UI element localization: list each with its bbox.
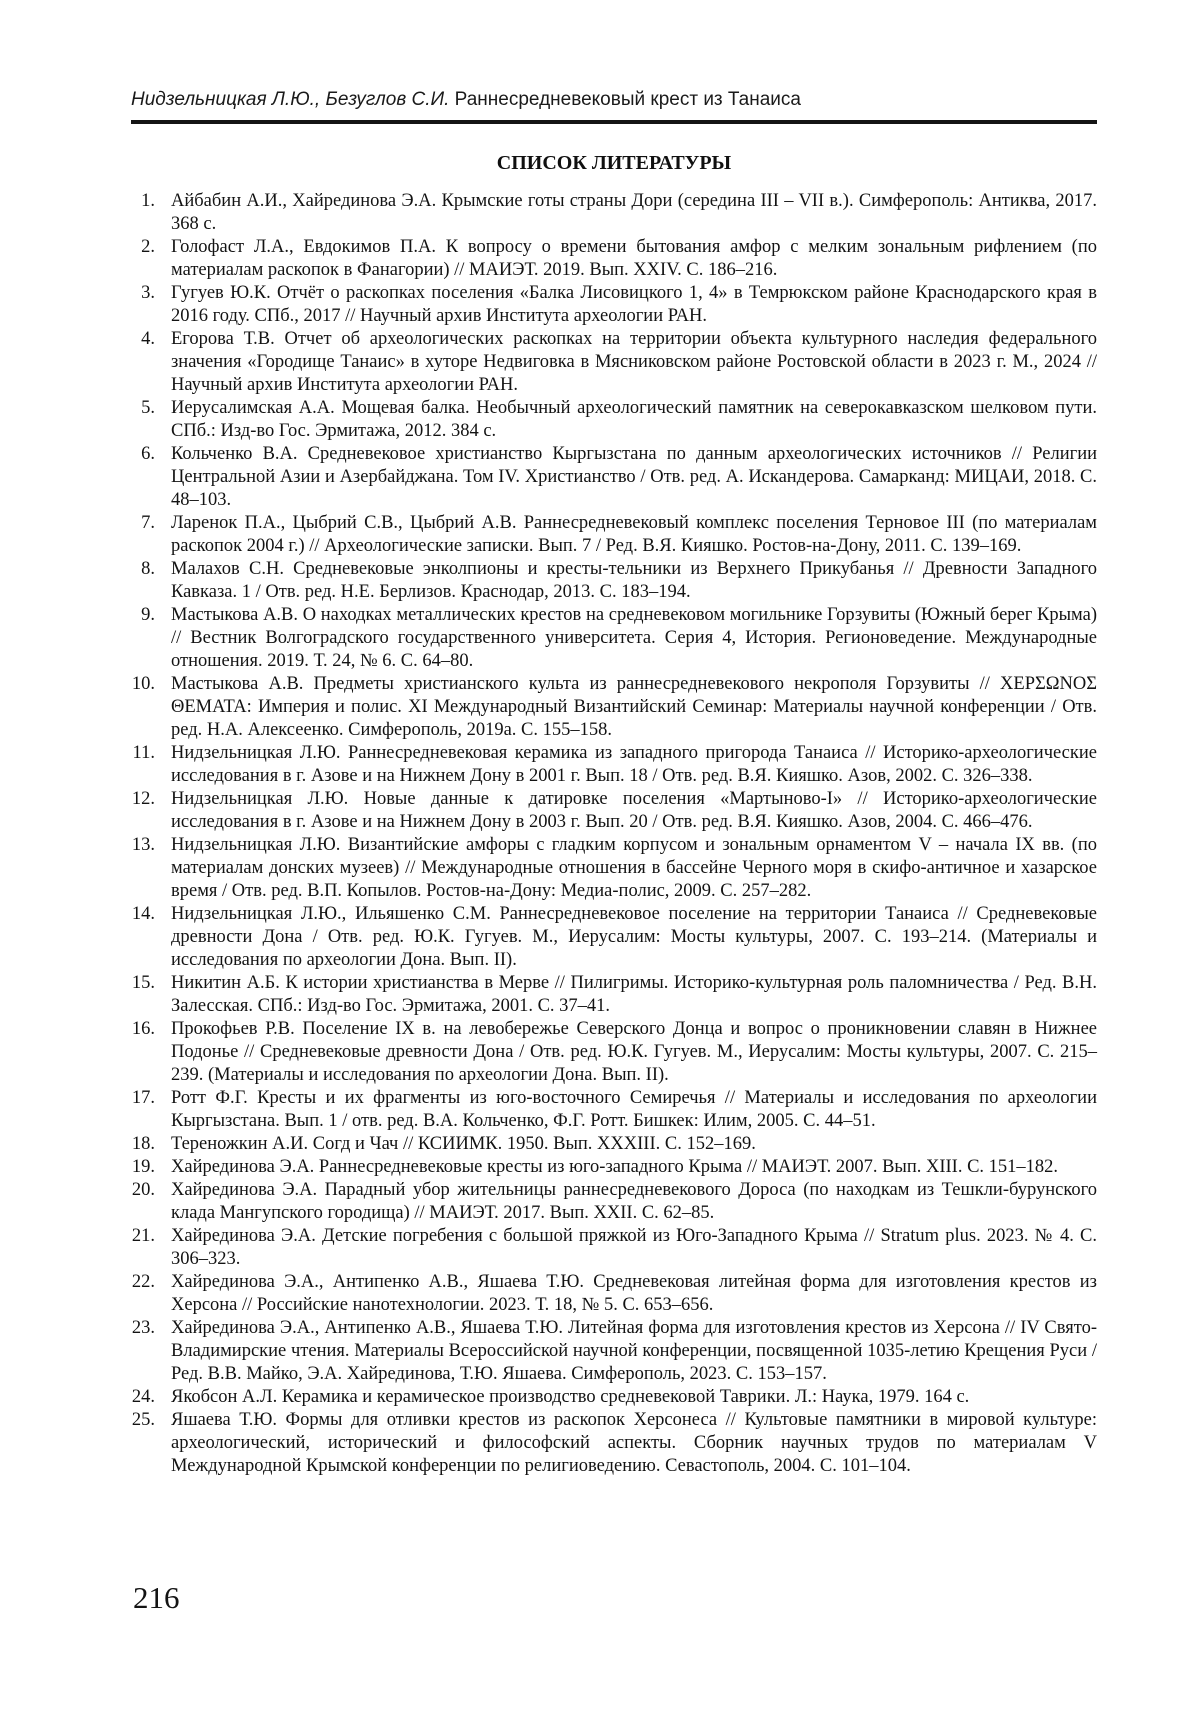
reference-item bbox=[131, 397, 1097, 443]
reference-number: 7. bbox=[141, 513, 155, 533]
reference-number: 22. bbox=[131, 1272, 155, 1292]
reference-text: Никитин А.Б. К истории христианства в Мерве // Пилигримы. Историко-культурная роль паломничества / Ред. В.Н. Залесская. СПб.: Изд-во Гос. Эрмитажа, 2001. С. 37–41. bbox=[171, 973, 1097, 1016]
reference-item bbox=[131, 328, 1097, 397]
reference-text: Мастыкова А.В. Предметы христианского культа из раннесредневекового некрополя Горзувиты // ΧΕΡΣΩΝΟΣ ΘΕΜΑΤΑ: Империя и полис. XI Международный Византийский Семинар: Материалы научной конференции / Отв. ред. Н.А. Алексеенко. Симферополь, 2019а. С. 155–158. bbox=[171, 674, 1097, 740]
reference-text: Прокофьев Р.В. Поселение IX в. на левобережье Северского Донца и вопрос о проникновении славян в Нижнее Подонье // Средневековые древности Дона / Отв. ред. Ю.К. Гугуев. М., Иерусалим: Мосты культуры, 2007. С. 215–239. (Материалы и исследования по археологии Дона. Вып. II). bbox=[171, 1019, 1097, 1085]
reference-item bbox=[131, 443, 1097, 512]
reference-number: 17. bbox=[131, 1088, 155, 1108]
header-rule bbox=[131, 120, 1097, 124]
reference-number: 23. bbox=[131, 1318, 155, 1338]
running-header bbox=[131, 88, 1097, 112]
reference-number: 14. bbox=[131, 904, 155, 924]
reference-text: Малахов С.Н. Средневековые энколпионы и кресты-тельники из Верхнего Прикубанья // Древности Западного Кавказа. 1 / Отв. ред. Н.Е. Берлизов. Краснодар, 2013. С. 183–194. bbox=[171, 559, 1097, 602]
reference-item bbox=[131, 1409, 1097, 1478]
reference-item bbox=[131, 604, 1097, 673]
reference-number: 15. bbox=[131, 973, 155, 993]
reference-number: 20. bbox=[131, 1180, 155, 1200]
reference-number: 16. bbox=[131, 1019, 155, 1039]
reference-item bbox=[131, 788, 1097, 834]
reference-number: 21. bbox=[131, 1226, 155, 1246]
reference-text: Голофаст Л.А., Евдокимов П.А. К вопросу о времени бытования амфор с мелким зональным рифлением (по материалам раскопок в Фанагории) // МАИЭТ. 2019. Вып. XXIV. С. 186–216. bbox=[171, 237, 1097, 280]
reference-text: Кольченко В.А. Средневековое христианство Кыргызстана по данным археологических источников // Религии Центральной Азии и Азербайджана. Том IV. Христианство / Отв. ред. А. Искандерова. Самарканд: МИЦАИ, 2018. С. 48–103. bbox=[171, 444, 1097, 510]
reference-number: 24. bbox=[131, 1387, 155, 1407]
reference-number: 10. bbox=[131, 674, 155, 694]
reference-item bbox=[131, 1018, 1097, 1087]
reference-number: 9. bbox=[141, 605, 155, 625]
reference-number: 13. bbox=[131, 835, 155, 855]
reference-number: 1. bbox=[141, 191, 155, 211]
reference-number: 12. bbox=[131, 789, 155, 809]
page-number: 216 bbox=[133, 1580, 180, 1615]
reference-number: 2. bbox=[141, 237, 155, 257]
reference-item bbox=[131, 282, 1097, 328]
reference-text: Хайрединова Э.А., Антипенко А.В., Яшаева Т.Ю. Литейная форма для изготовления крестов из Херсона // IV Свято-Владимирские чтения. Материалы Всероссийской научной конференции, посвященной 1035-летию Крещения Руси / Ред. В.В. Майко, Э.А. Хайрединова, Т.Ю. Яшаева. Симферополь, 2023. С. 153–157. bbox=[171, 1318, 1097, 1384]
reference-text: Егорова Т.В. Отчет об археологических раскопках на территории объекта культурного наследия федерального значения «Городище Танаис» в хуторе Недвиговка в Мясниковском районе Ростовской области в 2023 г. М., 2024 // Научный архив Института археологии РАН. bbox=[171, 329, 1097, 395]
reference-text: Ротт Ф.Г. Кресты и их фрагменты из юго-восточного Семиречья // Материалы и исследования по археологии Кыргызстана. Вып. 1 / отв. ред. В.А. Кольченко, Ф.Г. Ротт. Бишкек: Илим, 2005. С. 44–51. bbox=[171, 1088, 1097, 1131]
reference-number: 19. bbox=[131, 1157, 155, 1177]
reference-item bbox=[131, 236, 1097, 282]
running-header-article-title: Раннесредневековый крест из Танаиса bbox=[449, 89, 801, 110]
reference-number: 18. bbox=[131, 1134, 155, 1154]
reference-item bbox=[131, 1156, 1097, 1179]
reference-item bbox=[131, 1133, 1097, 1156]
reference-number: 5. bbox=[141, 398, 155, 418]
section-title: СПИСОК ЛИТЕРАТУРЫ bbox=[496, 152, 732, 174]
reference-item bbox=[131, 972, 1097, 1018]
reference-item bbox=[131, 558, 1097, 604]
reference-item bbox=[131, 1317, 1097, 1386]
reference-item bbox=[131, 1386, 1097, 1409]
reference-text: Гугуев Ю.К. Отчёт о раскопках поселения «Балка Лисовицкого 1, 4» в Темрюкском районе Краснодарского края в 2016 году. СПб., 2017 // Научный архив Института археологии РАН. bbox=[171, 283, 1097, 326]
reference-item bbox=[131, 673, 1097, 742]
reference-list bbox=[131, 190, 1097, 1478]
reference-text: Нидзельницкая Л.Ю. Византийские амфоры с гладким корпусом и зональным орнаментом V – начала IX вв. (по материалам донских музеев) // Международные отношения в бассейне Черного моря в скифо-античное и хазарское время / Отв. ред. В.П. Копылов. Ростов-на-Дону: Медиа-полис, 2009. С. 257–282. bbox=[171, 835, 1097, 901]
running-header-authors: Нидзельницкая Л.Ю., Безуглов С.И. bbox=[131, 89, 450, 110]
reference-item bbox=[131, 742, 1097, 788]
reference-number: 6. bbox=[141, 444, 155, 464]
reference-number: 4. bbox=[141, 329, 155, 349]
reference-text: Иерусалимская А.А. Мощевая балка. Необычный археологический памятник на северокавказском шелковом пути. СПб.: Изд-во Гос. Эрмитажа, 2012. 384 с. bbox=[171, 398, 1097, 441]
reference-number: 8. bbox=[141, 559, 155, 579]
reference-text: Якобсон А.Л. Керамика и керамическое производство средневековой Таврики. Л.: Наука, 1979. 164 с. bbox=[171, 1387, 970, 1407]
reference-item bbox=[131, 512, 1097, 558]
reference-text: Хайрединова Э.А., Антипенко А.В., Яшаева Т.Ю. Средневековая литейная форма для изготовления крестов из Херсона // Российские нанотехнологии. 2023. Т. 18, № 5. С. 653–656. bbox=[171, 1272, 1097, 1315]
reference-text: Яшаева Т.Ю. Формы для отливки крестов из раскопок Херсонеса // Культовые памятники в мировой культуре: археологический, исторический и философский аспекты. Сборник научных трудов по материалам V Международной Крымской конференции по религиоведению. Севастополь, 2004. С. 101–104. bbox=[171, 1410, 1097, 1476]
reference-text: Айбабин А.И., Хайрединова Э.А. Крымские готы страны Дори (середина III – VII в.). Симферополь: Антиква, 2017. 368 с. bbox=[171, 191, 1097, 234]
reference-text: Хайрединова Э.А. Раннесредневековые кресты из юго-западного Крыма // МАИЭТ. 2007. Вып. XIII. С. 151–182. bbox=[171, 1157, 1059, 1177]
reference-text: Мастыкова А.В. О находках металлических крестов на средневековом могильнике Горзувиты (Южный берег Крыма) // Вестник Волгоградского государственного университета. Серия 4, История. Регионоведение. Международные отношения. 2019. Т. 24, № 6. С. 64–80. bbox=[171, 605, 1097, 671]
reference-item bbox=[131, 190, 1097, 236]
reference-text: Нидзельницкая Л.Ю. Раннесредневековая керамика из западного пригорода Танаиса // Историко-археологические исследования в г. Азове и на Нижнем Дону в 2001 г. Вып. 18 / Отв. ред. В.Я. Кияшко. Азов, 2002. С. 326–338. bbox=[171, 743, 1097, 786]
reference-text: Тереножкин А.И. Согд и Чач // КСИИМК. 1950. Вып. XXXIII. С. 152–169. bbox=[171, 1134, 756, 1154]
reference-text: Ларенок П.А., Цыбрий С.В., Цыбрий А.В. Раннесредневековый комплекс поселения Терновое III (по материалам раскопок 2004 г.) // Археологические записки. Вып. 7 / Ред. В.Я. Кияшко. Ростов-на-Дону, 2011. С. 139–169. bbox=[171, 513, 1097, 556]
reference-number: 3. bbox=[141, 283, 155, 303]
reference-number: 25. bbox=[131, 1410, 155, 1430]
reference-item bbox=[131, 1179, 1097, 1225]
reference-item bbox=[131, 1271, 1097, 1317]
reference-text: Хайрединова Э.А. Парадный убор жительницы раннесредневекового Дороса (по находкам из Тешкли-бурунского клада Мангупского городища) // МАИЭТ. 2017. Вып. XXII. С. 62–85. bbox=[171, 1180, 1097, 1223]
page-header bbox=[131, 88, 1097, 124]
reference-item bbox=[131, 903, 1097, 972]
reference-text: Нидзельницкая Л.Ю., Ильяшенко С.М. Раннесредневековое поселение на территории Танаиса // Средневековые древности Дона / Отв. ред. Ю.К. Гугуев. М., Иерусалим: Мосты культуры, 2007. С. 193–214. (Материалы и исследования по археологии Дона. Вып. II). bbox=[171, 904, 1097, 970]
reference-item bbox=[131, 1225, 1097, 1271]
reference-text: Нидзельницкая Л.Ю. Новые данные к датировке поселения «Мартыново-I» // Историко-археологические исследования в г. Азове и на Нижнем Дону в 2003 г. Вып. 20 / Отв. ред. В.Я. Кияшко. Азов, 2004. С. 466–476. bbox=[171, 789, 1097, 832]
reference-item bbox=[131, 1087, 1097, 1133]
reference-item bbox=[131, 834, 1097, 903]
reference-number: 11. bbox=[132, 743, 155, 763]
reference-text: Хайрединова Э.А. Детские погребения с большой пряжкой из Юго-Западного Крыма // Stratum plus. 2023. № 4. С. 306–323. bbox=[171, 1226, 1097, 1269]
